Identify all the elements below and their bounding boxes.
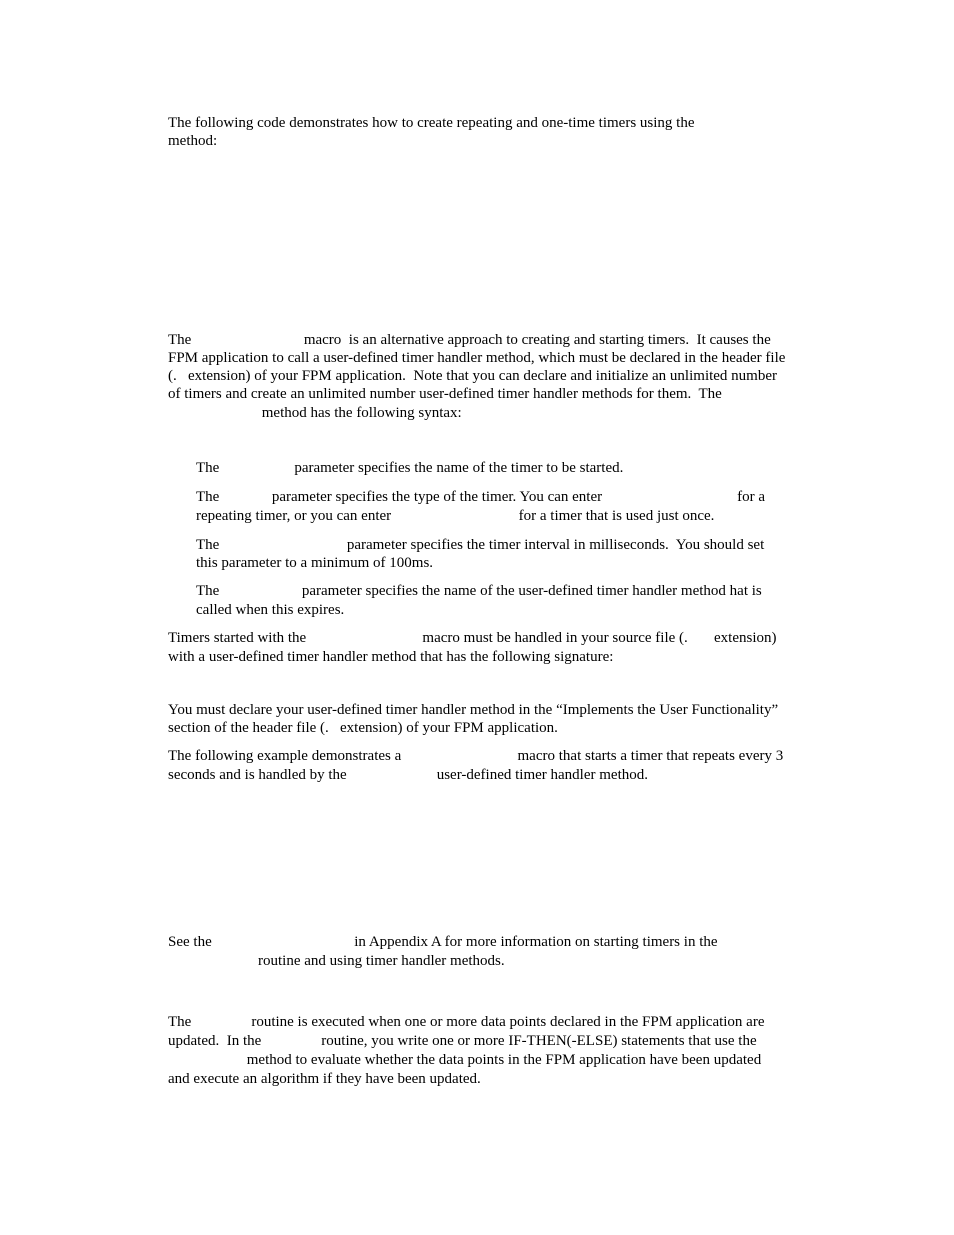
- routine-paragraph-line-2: updated. In the routine, you write one or more IF-THEN(-ELSE) statements that use the: [168, 1033, 757, 1049]
- macro-paragraph-line-2: FPM application to call a user-defined timer handler method, which must be declared in the header file: [168, 350, 786, 366]
- handler-parameter-line-2: called when this expires.: [196, 602, 345, 618]
- handler-parameter-line-1: The parameter specifies the name of the user-defined timer handler method hat is: [196, 583, 762, 599]
- macro-paragraph-line-5: method has the following syntax:: [168, 405, 462, 421]
- timer-type-parameter-line-1: The parameter specifies the type of the timer. You can enter for a: [196, 489, 766, 505]
- routine-paragraph-line-3: method to evaluate whether the data points in the FPM application have been updated: [168, 1052, 762, 1068]
- example-paragraph-line-1: The following example demonstrates a macro that starts a timer that repeats every 3: [168, 748, 784, 764]
- timer-type-parameter-line-2: repeating timer, or you can enter for a timer that is used just once.: [196, 508, 715, 524]
- macro-paragraph-line-3: (. extension) of your FPM application. Note that you can declare and initialize an unlimited number: [168, 368, 778, 384]
- routine-paragraph-line-4: and execute an algorithm if they have been updated.: [168, 1071, 481, 1087]
- timer-interval-parameter-line-1: The parameter specifies the timer interval in milliseconds. You should set: [196, 537, 765, 553]
- routine-paragraph-line-1: The routine is executed when one or more data points declared in the FPM application are: [168, 1014, 765, 1030]
- declare-paragraph-line-1: You must declare your user-defined timer handler method in the “Implements the User Functionality”: [168, 702, 779, 718]
- see-paragraph-line-2: routine and using timer handler methods.: [168, 953, 505, 969]
- handler-paragraph-line-1: Timers started with the macro must be handled in your source file (. extension): [168, 630, 777, 646]
- declare-paragraph-line-2: section of the header file (. extension) of your FPM application.: [168, 720, 558, 736]
- timer-name-parameter-description: The parameter specifies the name of the timer to be started.: [196, 460, 624, 476]
- macro-paragraph-line-4: of timers and create an unlimited number user-defined timer handler methods for them. The: [168, 386, 722, 402]
- handler-paragraph-line-2: with a user-defined timer handler method that has the following signature:: [168, 649, 614, 665]
- intro-line-2: method:: [168, 133, 218, 149]
- see-paragraph-line-1: See the in Appendix A for more information on starting timers in the: [168, 934, 718, 950]
- macro-paragraph-line-1: The macro is an alternative approach to creating and starting timers. It causes the: [168, 332, 771, 348]
- example-paragraph-line-2: seconds and is handled by the user-defined timer handler method.: [168, 767, 648, 783]
- timer-interval-parameter-line-2: this parameter to a minimum of 100ms.: [196, 555, 434, 571]
- intro-line-1: The following code demonstrates how to create repeating and one-time timers using the: [168, 115, 695, 131]
